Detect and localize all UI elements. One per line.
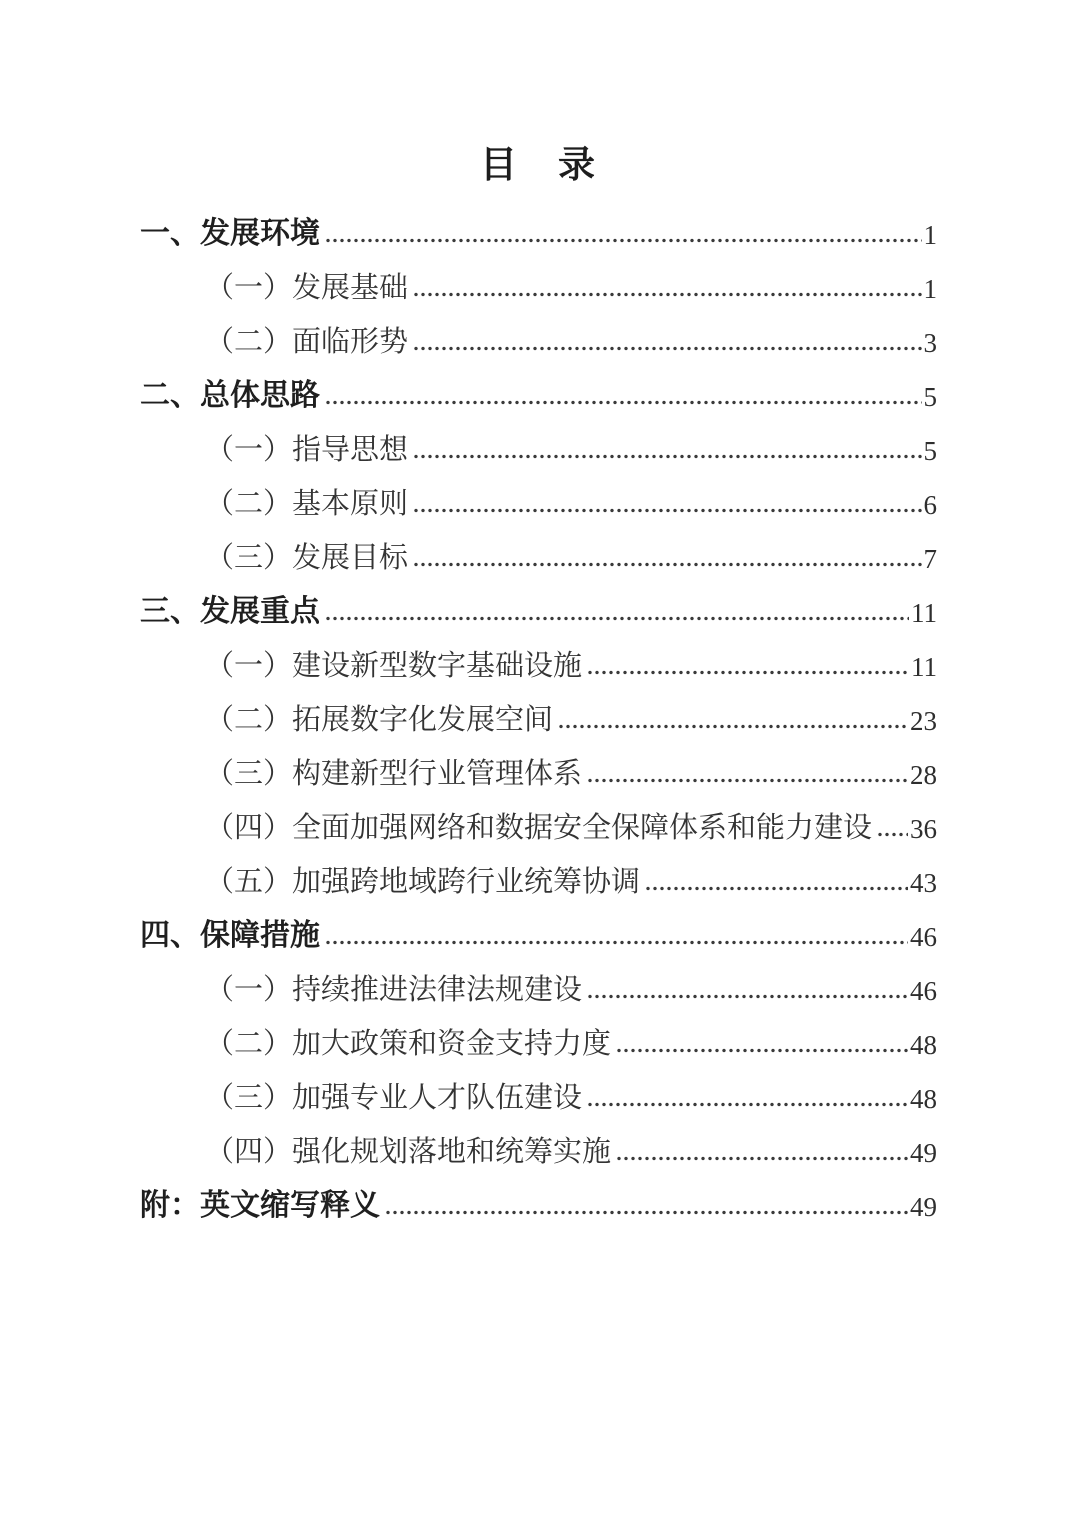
toc-entry-label: （一）建设新型数字基础设施 (205, 650, 583, 683)
toc-entry-label: （一）发展基础 (205, 272, 409, 305)
toc-entry-page: 3 (923, 328, 937, 359)
toc-entry-page: 36 (910, 814, 937, 845)
toc-entry-page: 11 (911, 598, 937, 629)
toc-entry (140, 359, 937, 413)
toc-entry (140, 305, 937, 359)
toc-entry-page: 23 (910, 706, 937, 737)
toc-entry-label: 一、发展环境 (140, 216, 320, 250)
toc-entry-label: （三）加强专业人才队伍建设 (205, 1082, 583, 1115)
toc-entry (140, 899, 937, 953)
toc-entry-page: 48 (910, 1030, 937, 1061)
toc-entry-label: （二）拓展数字化发展空间 (205, 704, 554, 737)
dot-leader (588, 994, 908, 999)
toc-entry-page: 46 (910, 922, 937, 953)
dot-leader (326, 616, 909, 621)
toc-entry-page: 28 (910, 760, 937, 791)
toc-entry-page: 49 (910, 1138, 937, 1169)
toc-entry-page: 46 (910, 976, 937, 1007)
toc-entry (140, 1007, 937, 1061)
dot-leader (559, 724, 908, 729)
toc-entry (140, 1115, 937, 1169)
toc-entry (140, 1169, 937, 1223)
toc-entry (140, 251, 937, 305)
toc-entry-page: 1 (923, 274, 937, 305)
dot-leader (414, 346, 921, 351)
toc-entry-label: 二、总体思路 (140, 378, 320, 412)
toc-entry-label: （二）基本原则 (205, 488, 409, 521)
toc-entry (140, 467, 937, 521)
toc-entry (140, 845, 937, 899)
toc-entry (140, 575, 937, 629)
toc-entry-page: 11 (911, 652, 937, 683)
dot-leader (878, 832, 908, 837)
toc-entry-label: （二）面临形势 (205, 326, 409, 359)
toc-entry-label: （三）发展目标 (205, 542, 409, 575)
toc-entry-label: 三、发展重点 (140, 594, 320, 628)
toc-entry-label: （一）指导思想 (205, 434, 409, 467)
toc-entry-label: 四、保障措施 (140, 918, 320, 952)
dot-leader (326, 238, 922, 243)
table-of-contents (140, 197, 937, 1223)
dot-leader (414, 562, 921, 567)
dot-leader (617, 1048, 908, 1053)
dot-leader (646, 886, 908, 891)
dot-leader (386, 1210, 908, 1215)
toc-entry-label: 附：英文缩写释义 (140, 1188, 380, 1222)
toc-entry-page: 1 (923, 220, 937, 251)
dot-leader (414, 454, 921, 459)
toc-entry (140, 683, 937, 737)
toc-entry (140, 629, 937, 683)
toc-entry-label: （五）加强跨地域跨行业统筹协调 (205, 866, 641, 899)
dot-leader (414, 508, 921, 513)
toc-entry-label: （二）加大政策和资金支持力度 (205, 1028, 612, 1061)
toc-entry-page: 49 (910, 1192, 937, 1223)
toc-entry (140, 953, 937, 1007)
toc-entry (140, 737, 937, 791)
toc-entry (140, 413, 937, 467)
toc-entry (140, 197, 937, 251)
dot-leader (588, 670, 909, 675)
dot-leader (588, 1102, 908, 1107)
toc-entry (140, 1061, 937, 1115)
toc-entry (140, 521, 937, 575)
toc-entry-page: 43 (910, 868, 937, 899)
toc-entry-label: （一）持续推进法律法规建设 (205, 974, 583, 1007)
dot-leader (326, 400, 922, 405)
toc-entry-page: 5 (923, 436, 937, 467)
toc-entry-page: 7 (923, 544, 937, 575)
dot-leader (326, 940, 908, 945)
page-title: 目 录 (480, 144, 597, 185)
toc-entry-label: （三）构建新型行业管理体系 (205, 758, 583, 791)
dot-leader (617, 1156, 908, 1161)
toc-entry-label: （四）全面加强网络和数据安全保障体系和能力建设 (205, 812, 873, 845)
dot-leader (414, 292, 921, 297)
toc-entry (140, 791, 937, 845)
dot-leader (588, 778, 908, 783)
toc-entry-page: 5 (923, 382, 937, 413)
toc-entry-page: 48 (910, 1084, 937, 1115)
toc-entry-label: （四）强化规划落地和统筹实施 (205, 1136, 612, 1169)
toc-entry-page: 6 (923, 490, 937, 521)
